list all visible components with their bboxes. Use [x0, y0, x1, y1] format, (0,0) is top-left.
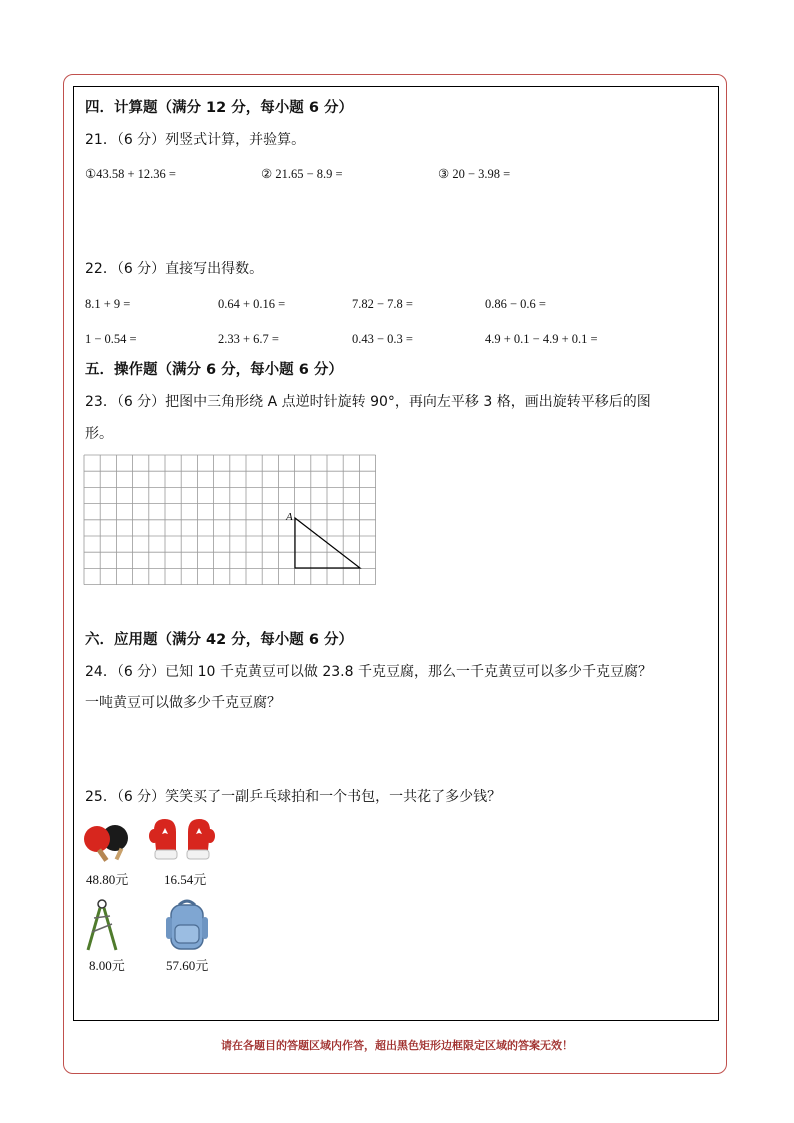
q23-stem-line1: 23．（6 分）把图中三角形绕 A 点逆时针旋转 90°，再向左平移 3 格，画出旋转平移后的图: [85, 394, 651, 410]
q21-item-3: ③ 20 − 3.98 =: [438, 167, 511, 181]
q25-stem: 25．（6 分）笑笑买了一副乒乓球拍和一个书包，一共花了多少钱？: [85, 789, 502, 805]
q22-r2-c1: 1 − 0.54 =: [85, 332, 137, 346]
q21-item-2: ② 21.65 − 8.9 =: [261, 167, 343, 181]
q22-r1-c3: 7.82 − 7.8 =: [352, 297, 413, 311]
q21-stem: 21．（6 分）列竖式计算，并验算。: [85, 132, 306, 148]
section4-heading: 四．计算题（满分 12 分，每小题 6 分）: [85, 100, 353, 116]
q22-r2-c4: 4.9 + 0.1 − 4.9 + 0.1 =: [485, 332, 598, 346]
q22-r1-c1: 8.1 + 9 =: [85, 297, 131, 311]
q22-r2-c3: 0.43 − 0.3 =: [352, 332, 413, 346]
section5-heading: 五．操作题（满分 6 分，每小题 6 分）: [85, 362, 343, 378]
triangle-shape: [295, 518, 360, 568]
q24-line2: 一吨黄豆可以做多少千克豆腐？: [85, 695, 281, 711]
square-grid: [83, 454, 379, 586]
q22-r2-c2: 2.33 + 6.7 =: [218, 332, 279, 346]
ping-pong-paddles-icon: [83, 822, 131, 866]
compass-tool-icon: [84, 898, 120, 954]
q22-r1-c2: 0.64 + 0.16 =: [218, 297, 286, 311]
price-backpack: 57.60元: [166, 958, 209, 973]
q22-stem: 22．（6 分）直接写出得数。: [85, 261, 264, 277]
backpack-icon: [163, 897, 211, 953]
price-paddles: 48.80元: [86, 872, 129, 887]
q22-r1-c4: 0.86 − 0.6 =: [485, 297, 546, 311]
q24-line1: 24．（6 分）已知 10 千克黄豆可以做 23.8 千克豆腐，那么一千克黄豆可以多少千克豆腐？: [85, 664, 652, 680]
point-a-label: A: [286, 511, 293, 523]
price-mittens: 16.54元: [164, 872, 207, 887]
q23-stem-line2: 形。: [85, 426, 113, 442]
price-compass: 8.00元: [89, 958, 125, 973]
footer-warning: 请在各题目的答题区域内作答，超出黑色矩形边框限定区域的答案无效！: [221, 1039, 573, 1052]
mittens-icon: [148, 816, 216, 864]
q21-item-1: ①43.58 + 12.36 =: [85, 167, 176, 181]
section6-heading: 六．应用题（满分 42 分，每小题 6 分）: [85, 632, 353, 648]
